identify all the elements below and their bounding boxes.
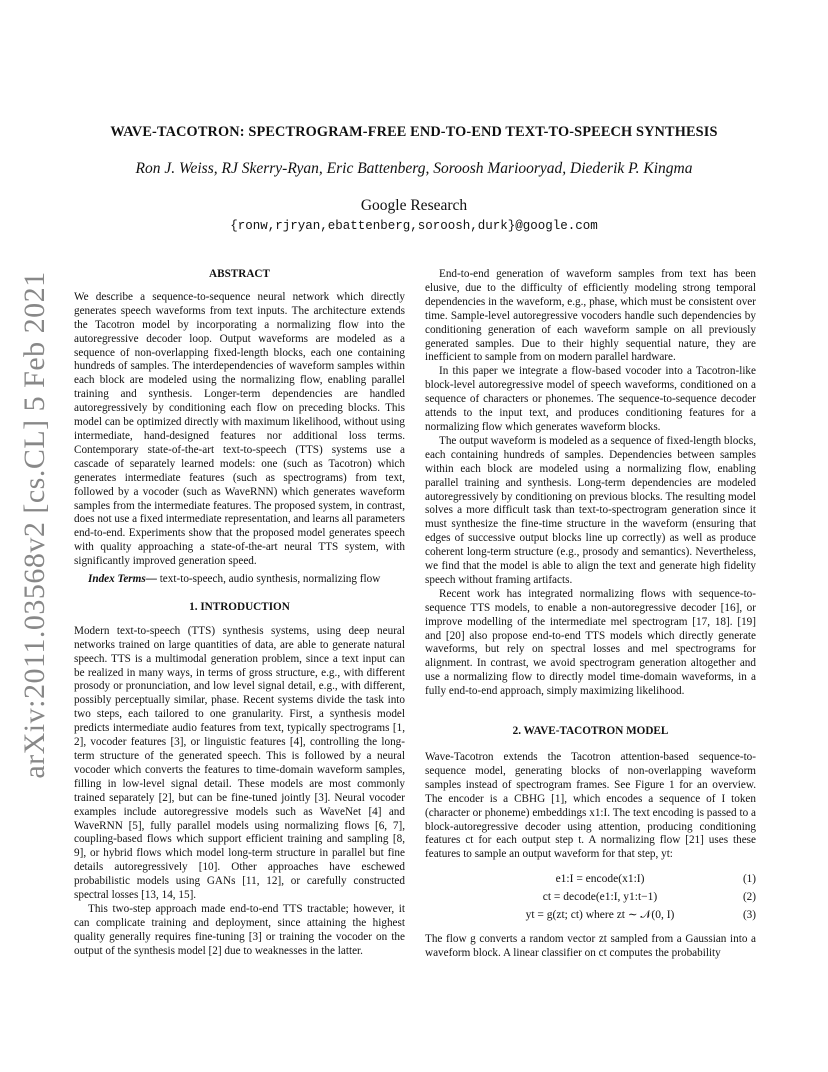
equation-3 [425, 906, 756, 924]
equation-block [425, 870, 756, 924]
intro-paragraph-3: End-to-end generation of waveform samples from text has been elusive, due to the difficulty of efficiently modeling strong temporal dependencies in the waveform, e.g., phase, which must be consistent over time. Sample-level autoregressive vocoders handle such dependencies by conditioning generation of each waveform sample on all previously generated samples. Due to their highly sequential nature, they are inefficient to sample from on modern parallel hardware. [425, 268, 756, 364]
left-column [74, 268, 405, 959]
paper-title: WAVE-TACOTRON: SPECTROGRAM-FREE END-TO-END TEXT-TO-SPEECH SYNTHESIS [110, 124, 718, 140]
equation-1 [425, 870, 756, 888]
equation-3-number: (3) [742, 909, 756, 922]
index-terms-text: text-to-speech, audio synthesis, normalizing flow [159, 573, 381, 586]
equation-2-number: (2) [742, 891, 756, 904]
section-2-paragraph-2: The flow g converts a random vector zt sampled from a Gaussian into a waveform block. A linear classifier on ct computes the probability [425, 933, 756, 960]
equation-1-number: (1) [742, 873, 756, 886]
author-emails: {ronw,rjryan,ebattenberg,soroosh,durk}@google.com [230, 219, 598, 233]
equation-2-body: ct = decode(e1:I, y1:t−1) [542, 891, 658, 904]
abstract-text: We describe a sequence-to-sequence neural network which directly generates speech waveforms from text inputs. The architecture extends the Tacotron model by incorporating a normalizing flow into the autoregressive decoder loop. Output waveforms are modeled as a sequence of non-overlapping fixed-length blocks, each one containing hundreds of samples. The interdependencies of waveform samples within each block are modeled using the normalizing flow, enabling parallel training and synthesis. Longer-term dependencies are handled autoregressively by conditioning each flow on preceding blocks. This model can be optimized directly with maximum likelihood, without using intermediate, hand-designed features nor additional loss terms. Contemporary state-of-the-art text-to-speech (TTS) systems use a cascade of separately learned models: one (such as Tacotron) which generates intermediate features (such as spectrograms) from text, followed by a vocoder (such as WaveRNN) which generates waveform samples from the intermediate features. The proposed system, in contrast, does not use a fixed intermediate representation, and learns all parameters end-to-end. Experiments show that the proposed model generates speech with quality approaching a state-of-the-art neural TTS system, with significantly improved generation speed. [74, 290, 405, 568]
intro-paragraph-5: The output waveform is modeled as a sequence of fixed-length blocks, each containing hundreds of samples. Dependencies between samples within each block are modeled using a normalizing flow, enabling parallel training and synthesis. Long-term dependencies are modeled autoregressively by conditioning on previous blocks. The resulting model solves a more difficult task than text-to-spectrogram generation since it must synthesize the fine-time structure in the waveform (ensuring that edges of successive output blocks line up correctly) as well as produce coherent long-term structure (e.g., prosody and semantics). Nevertheless, we find that the model is able to align the text and generate high fidelity speech without framing artifacts. [425, 434, 756, 586]
equation-3-body: yt = g(zt; ct) where zt ∼ 𝒩(0, I) [525, 909, 675, 922]
section-2-paragraph-1: Wave-Tacotron extends the Tacotron attention-based sequence-to-sequence model, generating blocks of non-overlapping waveform samples instead of spectrogram frames. See Figure 1 for an overview. The encoder is a CBHG [1], which encodes a sequence of I token (character or phoneme) embeddings x1:I. The text encoding is passed to a block-autoregressive decoder using attention, producing conditioning features ct for each output step t. A normalizing flow [21] uses these features to sample an output waveform for that step, yt: [425, 751, 756, 861]
section-2-heading: 2. WAVE-TACOTRON MODEL [512, 725, 669, 738]
intro-paragraph-2: This two-step approach made end-to-end TTS tractable; however, it can complicate training and deployment, since attaining the highest quality generally requires fine-tuning [3] or training the vocoder on the output of the synthesis model [2] due to weaknesses in the latter. [74, 902, 405, 957]
right-column [425, 268, 756, 961]
author-list: Ron J. Weiss, RJ Skerry-Ryan, Eric Battenberg, Soroosh Mariooryad, Diederik P. Kingma [135, 160, 693, 177]
index-terms [74, 573, 405, 587]
equation-2 [425, 888, 756, 906]
abstract-heading: ABSTRACT [209, 268, 270, 280]
intro-paragraph-1: Modern text-to-speech (TTS) synthesis systems, using deep neural networks trained on large quantities of data, are able to generate natural speech. TTS is a multimodal generation problem, since a text input can be realized in many ways, in terms of gross structure, e.g., with different prosody or pronunciation, and low level signal detail, e.g., with different, possibly perceptually similar, phase. Recent systems divide the task into two steps, each tailored to one granularity. First, a synthesis model predicts intermediate audio features from text, typically spectrograms [1, 2], vocoder features [3], or linguistic features [4], controlling the long-term structure of the generated speech. This is followed by a neural vocoder which converts the features to time-domain waveform samples, filling in low-level signal detail. These models are most commonly trained separately [2], but can be fine-tuned jointly [3]. Neural vocoder examples include autoregressive models such as WaveNet [4] and WaveRNN [5], fully parallel models using normalizing flows [6, 7], coupling-based flows which support efficient training and sampling [8, 9], or hybrid flows which model long-term structure in parallel but fine details autoregressively [10]. Other approaches have eschewed probabilistic models using GANs [11, 12], or carefully constructed spectral losses [13, 14, 15]. [74, 624, 405, 902]
equation-1-body: e1:I = encode(x1:I) [555, 873, 645, 886]
intro-paragraph-4: In this paper we integrate a flow-based vocoder into a Tacotron-like block-level autoregressive model of speech waveforms, conditioned on a sequence of characters or phonemes. The sequence-to-sequence decoder attends to the input text, and produces conditioning features for a normalizing flow which generates waveform blocks. [425, 365, 756, 433]
arxiv-identifier: arXiv:2011.03568v2 [cs.CL] 5 Feb 2021 [18, 271, 51, 779]
intro-heading: 1. INTRODUCTION [189, 600, 290, 613]
intro-paragraph-6: Recent work has integrated normalizing flows with sequence-to-sequence TTS models, to enable a non-autoregressive decoder [16], or improve modelling of the intermediate mel spectrogram [17, 18]. [19] and [20] also propose end-to-end TTS models which directly generate waveforms, but rely on spectral losses and mel spectrograms for alignment. In contrast, we avoid spectrogram generation altogether and use a normalizing flow to directly model time-domain waveforms, in a fully end-to-end approach, simply maximizing likelihood. [425, 587, 756, 698]
affiliation: Google Research [360, 197, 468, 214]
index-terms-label: Index Terms— [88, 573, 157, 586]
